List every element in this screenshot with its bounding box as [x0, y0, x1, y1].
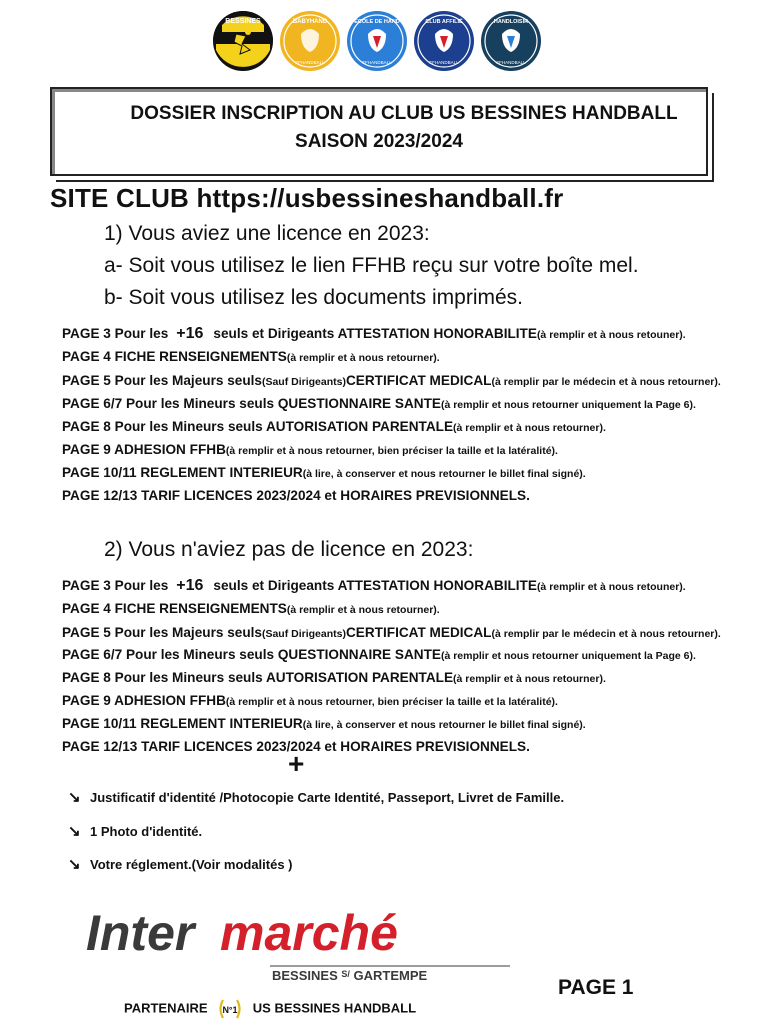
babyhand-logo-sub: FFHANDBALL	[295, 60, 325, 65]
section1-option-b: b- Soit vous utilisez les documents imprimés.	[104, 286, 523, 309]
handloisir-logo-text: HANDLOISIR	[493, 19, 529, 25]
page-line: PAGE 4 FICHE RENSEIGNEMENTS(à remplir et à nous retourner).	[62, 601, 440, 616]
page-line: PAGE 8 Pour les Mineurs seuls AUTORISATION PARENTALE(à remplir et à nous retourner).	[62, 670, 606, 685]
page-line: PAGE 5 Pour les Majeurs seuls(Sauf Dirigeants)CERTIFICAT MEDICAL(à remplir par le médecin et à nous retourner).	[62, 373, 721, 388]
bessines-logo-text: BESSINES	[225, 18, 261, 25]
page-line: PAGE 8 Pour les Mineurs seuls AUTORISATION PARENTALE(à remplir et à nous retourner).	[62, 419, 606, 434]
handloisir-logo	[480, 10, 542, 72]
partner-line: PARTENAIRE N°1 US BESSINES HANDBALL	[124, 996, 416, 1022]
club-affilie-logo-sub: FFHANDBALL	[429, 60, 459, 65]
ecole-logo-sub: FFHANDBALL	[362, 60, 392, 65]
page-line: PAGE 5 Pour les Majeurs seuls(Sauf Dirigeants)CERTIFICAT MEDICAL(à remplir par le médecin et à nous retourner).	[62, 625, 721, 640]
page-line: PAGE 12/13 TARIF LICENCES 2023/2024 et HORAIRES PREVISIONNELS.	[62, 739, 530, 754]
page-line: PAGE 4 FICHE RENSEIGNEMENTS(à remplir et à nous retourner).	[62, 349, 440, 364]
document-title: DOSSIER INSCRIPTION AU CLUB US BESSINES HANDBALL	[130, 103, 678, 124]
laurel-badge-icon	[217, 996, 243, 1022]
club-affilie-logo	[413, 10, 475, 72]
babyhand-logo-text: BABYHAND	[292, 19, 328, 25]
document-item: ↘ Justificatif d'identité /Photocopie Carte Identité, Passeport, Livret de Famille.	[68, 789, 565, 806]
page-line: PAGE 10/11 REGLEMENT INTERIEUR(à lire, à conserver et nous retourner le billet final signé).	[62, 716, 586, 731]
page-line: PAGE 12/13 TARIF LICENCES 2023/2024 et HORAIRES PREVISIONNELS.	[62, 488, 530, 503]
sponsor-name-part1: Inter	[86, 905, 195, 961]
bessines-club-logo	[212, 10, 274, 72]
ecole-de-hand-logo	[346, 10, 408, 72]
handloisir-logo-sub: FFHANDBALL	[496, 60, 526, 65]
page-line: PAGE 3 Pour les +16 seuls et Dirigeants ATTESTATION HONORABILITE(à remplir et à nous retouner).	[62, 577, 686, 594]
section1-option-a: a- Soit vous utilisez le lien FFHB reçu sur votre boîte mel.	[104, 254, 639, 277]
club-affilie-logo-text: CLUB AFFILIÉ	[425, 19, 463, 25]
page-line: PAGE 10/11 REGLEMENT INTERIEUR(à lire, à conserver et nous retourner le billet final signé).	[62, 465, 586, 480]
page-line: PAGE 6/7 Pour les Mineurs seuls QUESTIONNAIRE SANTE(à remplir et nous retourner uniquement la Page 6).	[62, 647, 696, 662]
arrow-icon: ↘	[68, 789, 81, 806]
sponsor-location: BESSINES $^{S/}$ GARTEMPE	[272, 968, 428, 983]
arrow-icon: ↘	[68, 856, 81, 873]
svg-text:N°1: N°1	[222, 1005, 238, 1015]
section1-heading: 1) Vous aviez une licence en 2023:	[104, 222, 430, 245]
season-label: SAISON 2023/2024	[295, 131, 463, 152]
ecole-logo-text: ÉCOLE DE HAND	[354, 19, 400, 25]
intermarche-banner	[80, 898, 512, 990]
section2-heading: 2) Vous n'aviez pas de licence en 2023:	[104, 538, 474, 561]
plus-sign: +	[288, 748, 305, 779]
title-box	[50, 87, 708, 176]
site-club-link[interactable]: SITE CLUB https://usbessineshandball.fr	[50, 183, 564, 213]
arrow-icon: ↘	[68, 823, 81, 840]
page-line: PAGE 6/7 Pour les Mineurs seuls QUESTIONNAIRE SANTE(à remplir et nous retourner uniquement la Page 6).	[62, 396, 696, 411]
babyhand-logo	[279, 10, 341, 72]
sponsor-name-part2: marché	[220, 905, 398, 961]
page-line: PAGE 9 ADHESION FFHB(à remplir et à nous retourner, bien préciser la taille et la latéralité).	[62, 442, 558, 457]
document-item: ↘ Votre réglement.(Voir modalités )	[68, 856, 293, 873]
page-number: PAGE 1	[558, 976, 634, 999]
page-line: PAGE 9 ADHESION FFHB(à remplir et à nous retourner, bien préciser la taille et la latéralité).	[62, 693, 558, 708]
page-line: PAGE 3 Pour les +16 seuls et Dirigeants ATTESTATION HONORABILITE(à remplir et à nous retouner).	[62, 325, 686, 342]
document-item: ↘ 1 Photo d'identité.	[68, 823, 203, 840]
